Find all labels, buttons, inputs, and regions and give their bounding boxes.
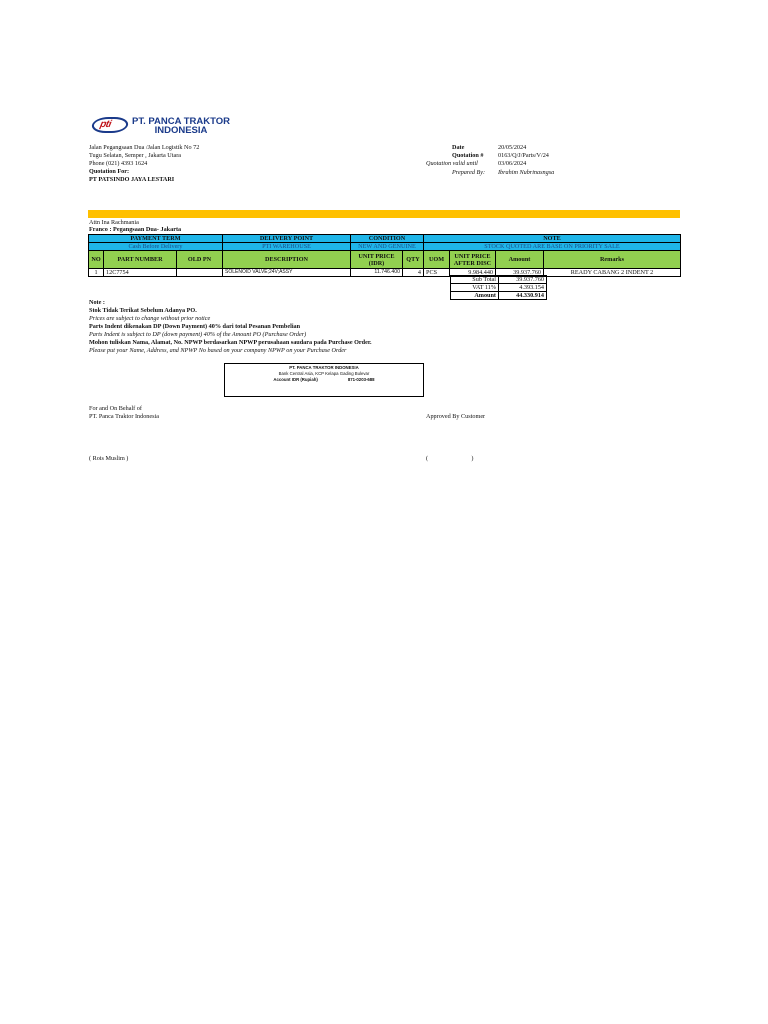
bank-account-row [225,377,423,383]
customer-name: PT PATSINDO JAYA LESTARI [89,176,175,183]
terms-header-row [89,235,681,243]
valid-until-value: 03/06/2024 [498,160,527,167]
row-unit-price-after-disc: 9.984.440 [450,269,496,277]
logo-line1: PT. PANCA TRAKTOR [132,116,230,127]
date-label: Date [452,144,465,151]
col-uom: UOM [424,251,450,269]
note-line4: Parts Indent is subject to DP (down payment) 40% of the Amount PO (Purchase Order) [89,331,307,338]
quotation-for-label: Quotation For: [89,168,130,175]
note-line2: Prices are subject to change without prior notice [89,315,211,322]
condition-value: NEW AND GENUINE [351,243,424,251]
row-remarks: READY CABANG 2 INDENT 2 [544,269,681,277]
items-table [88,250,681,277]
col-no: NO [89,251,104,269]
row-unit-price: 11.746.400 [351,269,403,277]
row-part-number: 12C7754 [104,269,177,277]
items-header-row [89,251,681,269]
signer-name: ( Rois Muslim ) [89,455,129,462]
note-line6: Please put your Name, Address, and NPWP No based on your company NPWP on your Purchase Order [89,347,347,354]
note-header: NOTE [424,235,681,243]
approved-by-customer: Approved By Customer [426,413,486,420]
bank-info-box [224,363,424,397]
quotation-number-label: Quotation # [452,152,484,159]
company-logo [92,114,264,136]
company-address-line2: Tugu Selatan, Semper , Jakarta Utara [89,152,182,159]
table-row [89,269,681,277]
col-qty: QTY [403,251,424,269]
col-description: DESCRIPTION [223,251,351,269]
note-value: STOCK QUOTED ARE BASE ON PRIORITY SALE [424,243,681,251]
subtotal-value: 39.937.760 [499,276,547,284]
amount-value: 44.330.914 [499,292,547,300]
subtotal-label: Sub Total [451,276,499,284]
bank-account-number: 871-0203-688 [347,377,375,382]
col-remarks: Remarks [544,251,681,269]
payment-term-header: PAYMENT TERM [89,235,223,243]
prepared-by-value: Ibrahim Nubrinasngsa [498,169,555,176]
subtotal-row [451,276,547,284]
vat-label: VAT 11% [451,284,499,292]
vat-row [451,284,547,292]
row-uom: PCS [424,269,450,277]
col-part-number: PART NUMBER [104,251,177,269]
customer-signer-placeholder: ( ) [426,455,474,462]
col-old-pn: OLD PN [177,251,223,269]
logo-text [132,117,230,135]
vat-value: 4.393.154 [499,284,547,292]
row-old-pn [177,269,223,277]
prepared-by-label: Prepared By: [452,169,486,176]
logo-line2: INDONESIA [154,125,208,136]
amount-label: Amount [451,292,499,300]
company-phone: Phone (021) 4393 1624 [89,160,148,167]
delivery-point-header: DELIVERY POINT [223,235,351,243]
delivery-point-value: PTI WAREHOUSE [223,243,351,251]
note-title: Note : [89,299,105,306]
row-amount: 39.937.760 [496,269,544,277]
col-amount: Amount [496,251,544,269]
attn-line: Attn Ina Rachmania [89,219,139,226]
behalf-line1: For and On Behalf of [89,405,142,412]
bank-account-name: PT. PANCA TRAKTOR INDONESIA [289,365,359,370]
note-line1: Stok Tidak Terikat Sebelum Adanya PO. [89,307,197,314]
terms-table [88,234,681,251]
note-line5: Mohon tuliskan Nama, Alamat, No. NPWP berdasarkan NPWP perusahaan saudara pada Purchase Order. [89,339,372,346]
totals-table [450,275,547,300]
col-unit-price-after-disc: UNIT PRICE AFTER DISC [450,251,496,269]
valid-until-label: Quotation valid until [426,160,478,167]
franco-line: Franco : Pegangsaan Dua- Jakarta [89,226,182,233]
date-value: 20/05/2024 [498,144,527,151]
section-divider-bar [88,210,680,218]
quotation-number-value: 0163/Q/J/Parts/V/24 [498,152,549,159]
row-no: 1 [89,269,104,277]
row-qty: 4 [403,269,424,277]
note-line3: Parts Indent dikenakan DP (Down Payment) 40% dari total Pesanan Pembelian [89,323,301,330]
col-unit-price: UNIT PRICE (IDR) [351,251,403,269]
bank-account-label: Account IDR (Rupiah) [273,377,318,382]
company-address-line1: Jalan Pegangsaan Dua /Jalan Logistik No 72 [89,144,200,151]
amount-row [451,292,547,300]
payment-term-value: Cash Before Delivery [89,243,223,251]
condition-header: CONDITION [351,235,424,243]
row-description: SOLENOID VALVE;24V;ASSY [223,269,351,277]
bank-branch: Bank Central Asia, KCP Kelapa Gading Bulevar [278,371,370,376]
logo-badge [90,117,129,133]
logo-mark: pti [98,119,112,130]
behalf-line2: PT. Panca Traktor Indonesia [89,413,160,420]
